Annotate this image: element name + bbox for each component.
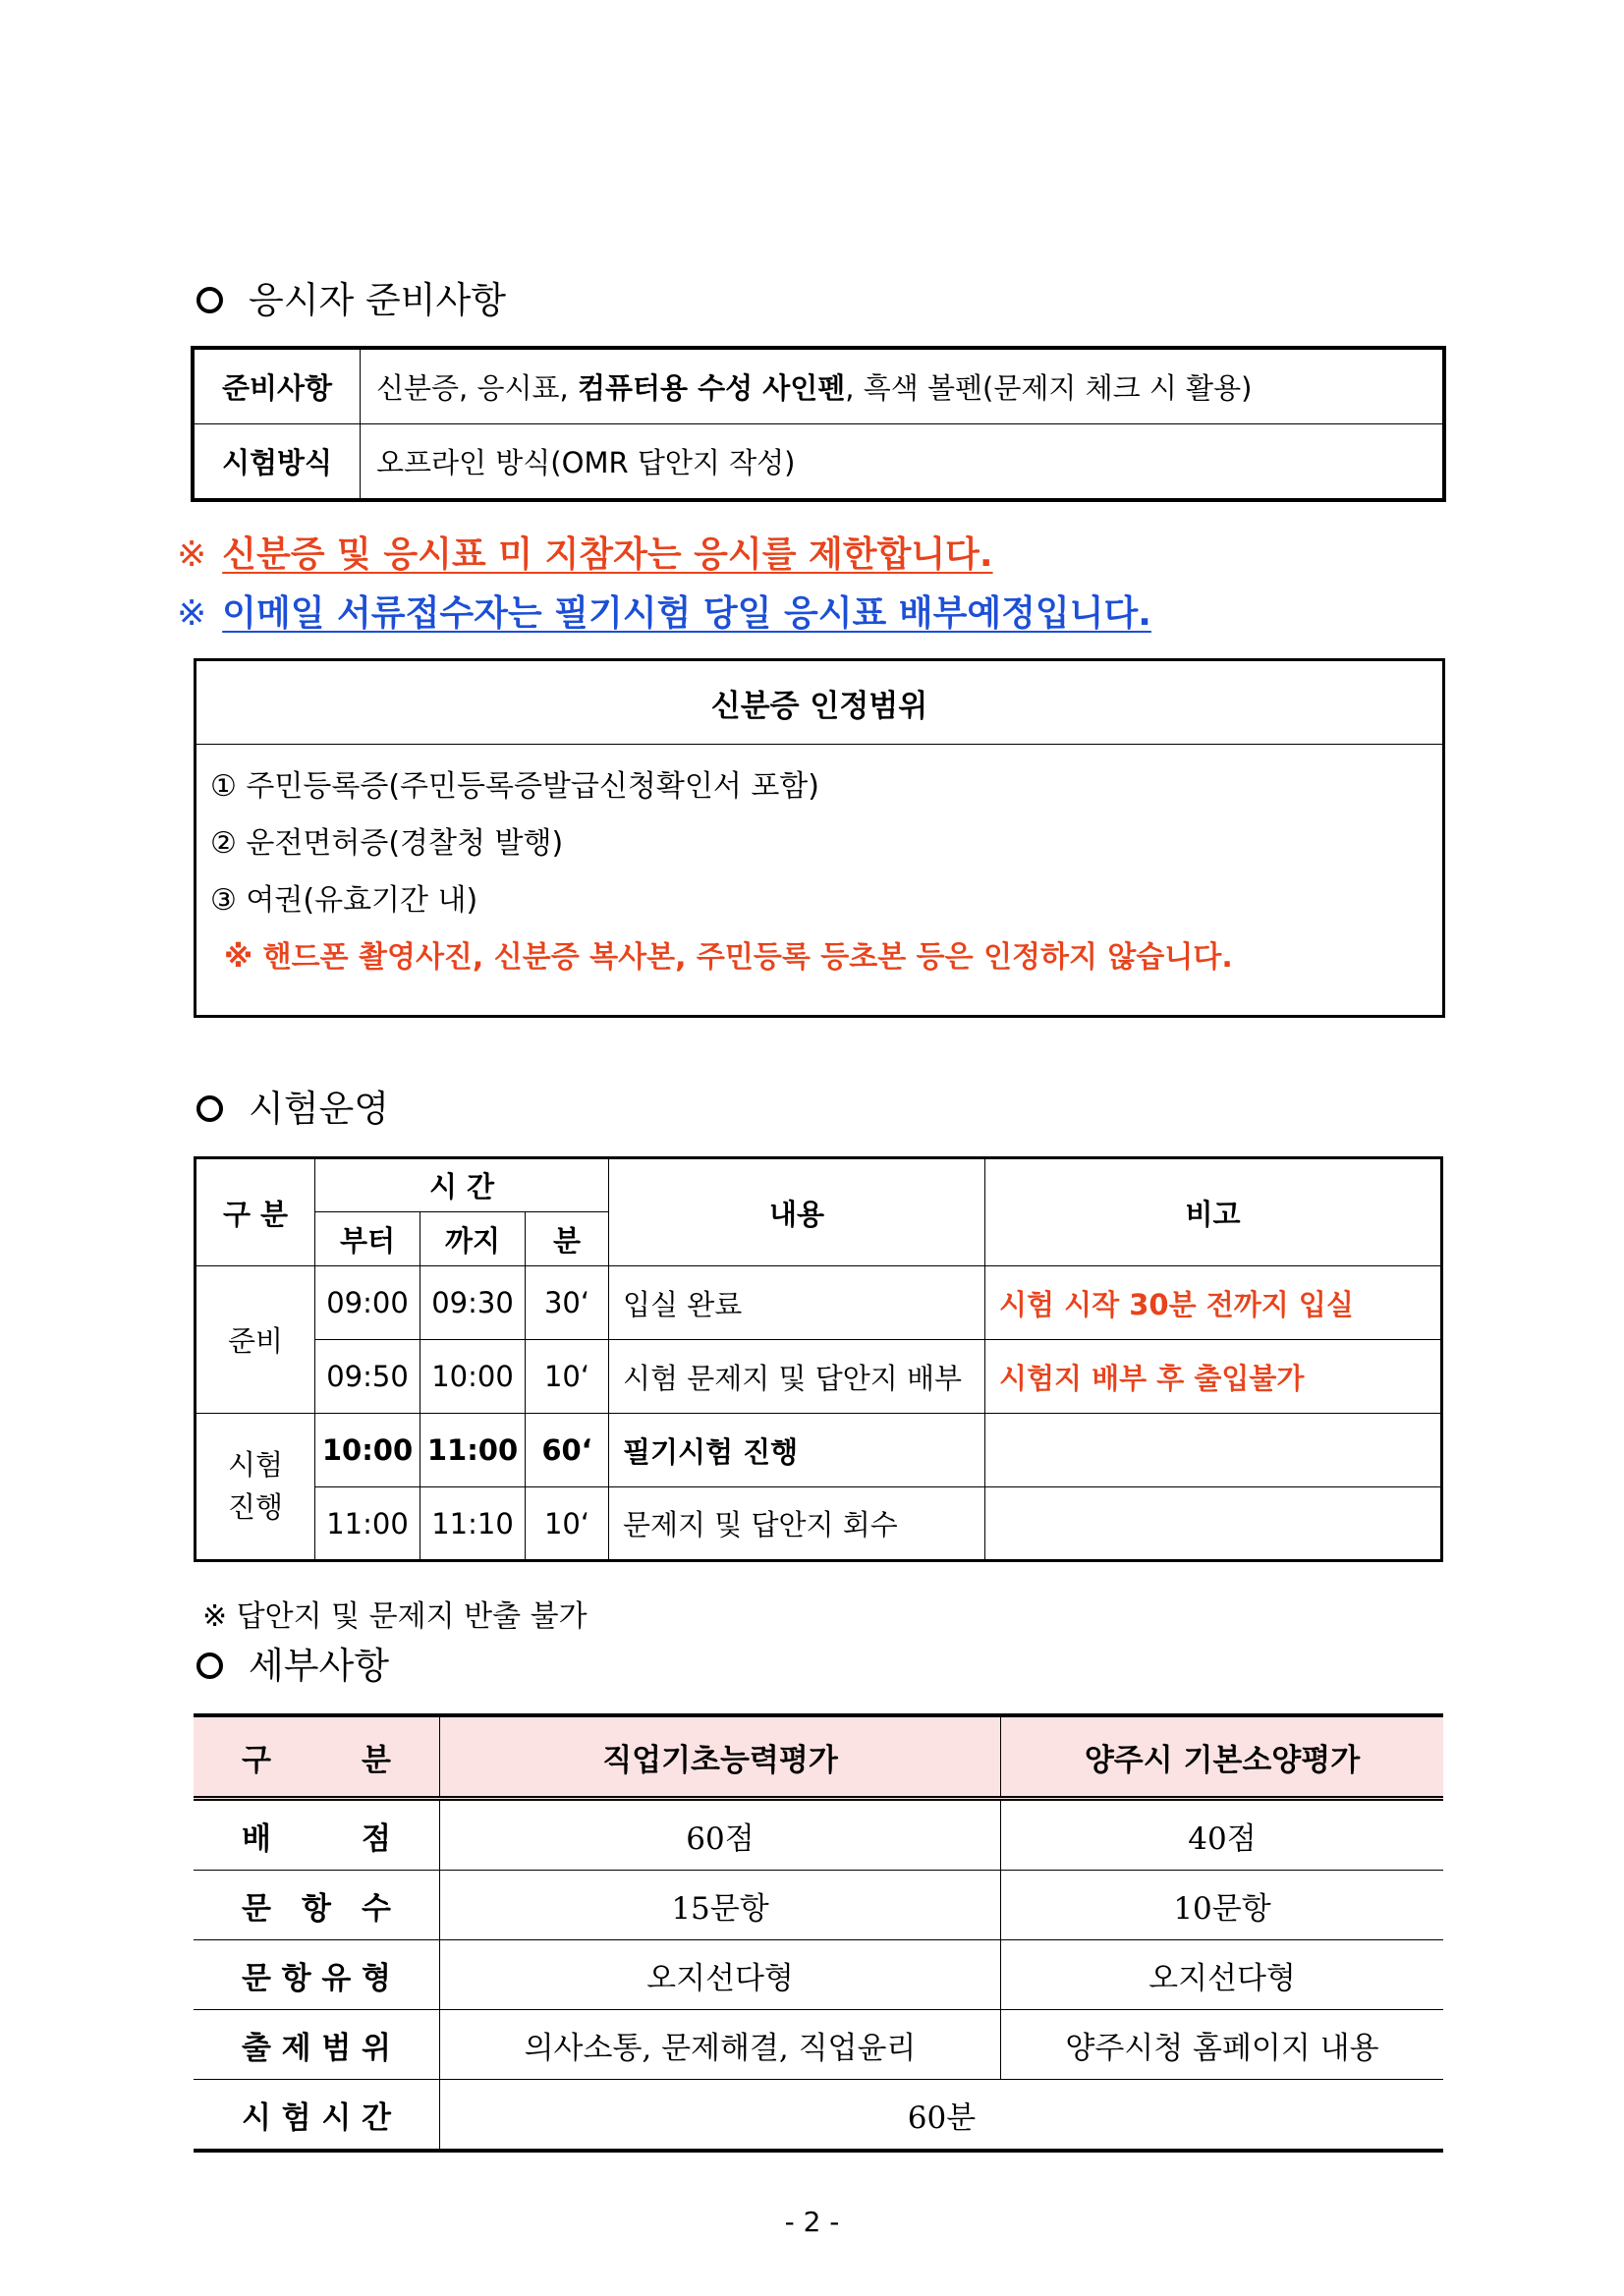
row-label: 시험방식 bbox=[193, 424, 361, 501]
cell-content: 필기시험 진행 bbox=[609, 1414, 985, 1487]
cell-from: 11:00 bbox=[315, 1487, 420, 1561]
header-category: 구 분 bbox=[196, 1158, 315, 1266]
value-text: 오프라인 방식(OMR 답안지 작성) bbox=[376, 446, 796, 479]
label-char: 배 bbox=[242, 1820, 271, 1857]
cell-a: 의사소통, 문제해결, 직업윤리 bbox=[440, 2010, 1001, 2080]
table-row bbox=[194, 1940, 1443, 2010]
table-row bbox=[193, 348, 1444, 424]
value-text: , 흑색 볼펜(문제지 체크 시 활용) bbox=[845, 371, 1253, 405]
label-char: 험 bbox=[281, 2100, 311, 2136]
label-char: 제 bbox=[281, 2030, 311, 2066]
cell-merged: 60분 bbox=[440, 2080, 1444, 2152]
cell-b: 10문항 bbox=[1001, 1871, 1444, 1940]
cell-minutes: 10‘ bbox=[526, 1340, 609, 1414]
section-title: 시험운영 bbox=[249, 1088, 389, 1130]
notice-email-ticket bbox=[177, 586, 1151, 636]
label-char: 구 bbox=[242, 1742, 271, 1778]
cell-note: 시험 시작 30분 전까지 입실 bbox=[985, 1266, 1442, 1340]
label-char: 시 bbox=[321, 2100, 352, 2136]
spread-label bbox=[195, 1814, 438, 1858]
schedule-table bbox=[194, 1156, 1443, 1562]
table-header-row bbox=[194, 1715, 1443, 1799]
label-char: 유 bbox=[321, 1960, 352, 1996]
header-to: 까지 bbox=[420, 1212, 526, 1266]
row-label: 준비사항 bbox=[193, 348, 361, 424]
label-char: 분 bbox=[362, 1742, 391, 1778]
circle-bullet-icon bbox=[196, 1652, 223, 1679]
table-header-row bbox=[196, 1158, 1442, 1212]
label-char: 출 bbox=[242, 2030, 271, 2066]
cell-from: 09:00 bbox=[315, 1266, 420, 1340]
id-scope-list bbox=[196, 745, 1442, 986]
cell-to: 09:30 bbox=[420, 1266, 526, 1340]
schedule-footnote: ※ 답안지 및 문제지 반출 불가 bbox=[202, 1599, 588, 1634]
row-key bbox=[194, 1940, 440, 2010]
details-table bbox=[194, 1713, 1443, 2153]
section-heading-preparation bbox=[196, 279, 506, 321]
label-char: 형 bbox=[362, 1960, 391, 1996]
header-minutes: 분 bbox=[526, 1212, 609, 1266]
header-time: 시 간 bbox=[315, 1158, 609, 1212]
label-char: 항 bbox=[281, 1960, 311, 1996]
table-row bbox=[196, 1266, 1442, 1340]
table-row bbox=[193, 424, 1444, 501]
cell-to: 10:00 bbox=[420, 1340, 526, 1414]
header-content: 내용 bbox=[609, 1158, 985, 1266]
cell-a: 60점 bbox=[440, 1799, 1001, 1871]
cell-content: 시험 문제지 및 답안지 배부 bbox=[609, 1340, 985, 1414]
spread-label bbox=[195, 2093, 438, 2137]
row-value bbox=[361, 424, 1445, 501]
section-title: 응시자 준비사항 bbox=[249, 279, 506, 321]
table-row bbox=[194, 1799, 1443, 1871]
label-char: 문 bbox=[242, 1890, 271, 1927]
table-row bbox=[194, 2080, 1443, 2152]
cell-a: 15문항 bbox=[440, 1871, 1001, 1940]
label-char: 문 bbox=[242, 1960, 271, 1996]
id-scope-warning: ※ 핸드폰 촬영사진, 신분증 복사본, 주민등록 등초본 등은 인정하지 않습니다. bbox=[224, 940, 1233, 975]
cell-from: 10:00 bbox=[315, 1414, 420, 1487]
header-col-b: 양주시 기본소양평가 bbox=[1001, 1715, 1444, 1799]
label-char: 시 bbox=[242, 2100, 271, 2136]
circle-bullet-icon bbox=[196, 1095, 223, 1122]
reference-mark: ※ bbox=[177, 534, 207, 575]
spread-label bbox=[195, 1735, 438, 1779]
label-char: 범 bbox=[321, 2030, 352, 2066]
cell-to: 11:10 bbox=[420, 1487, 526, 1561]
row-key bbox=[194, 1799, 440, 1871]
list-item: ② 운전면허증(경찰청 발행) bbox=[210, 826, 564, 861]
header-category bbox=[194, 1715, 440, 1799]
header-col-a: 직업기초능력평가 bbox=[440, 1715, 1001, 1799]
value-text: 신분증, 응시표, bbox=[376, 371, 578, 405]
cell-content: 입실 완료 bbox=[609, 1266, 985, 1340]
id-scope-box bbox=[194, 658, 1445, 1018]
spread-label bbox=[195, 2023, 438, 2067]
table-row bbox=[196, 1414, 1442, 1487]
cell-content: 문제지 및 답안지 회수 bbox=[609, 1487, 985, 1561]
cell-minutes: 60‘ bbox=[526, 1414, 609, 1487]
row-value bbox=[361, 348, 1445, 424]
header-from: 부터 bbox=[315, 1212, 420, 1266]
cell-note: 시험지 배부 후 출입불가 bbox=[985, 1340, 1442, 1414]
table-row bbox=[194, 2010, 1443, 2080]
id-scope-title: 신분증 인정범위 bbox=[196, 661, 1442, 745]
cell-minutes: 10‘ bbox=[526, 1487, 609, 1561]
value-text-bold: 컴퓨터용 수성 사인펜 bbox=[577, 371, 846, 405]
list-item: ① 주민등록증(주민등록증발급신청확인서 포함) bbox=[210, 769, 819, 804]
label-char: 수 bbox=[362, 1890, 391, 1927]
cell-minutes: 30‘ bbox=[526, 1266, 609, 1340]
header-note: 비고 bbox=[985, 1158, 1442, 1266]
row-key bbox=[194, 2010, 440, 2080]
notice-text: 이메일 서류접수자는 필기시험 당일 응시표 배부예정입니다. bbox=[222, 593, 1151, 634]
spread-label bbox=[195, 1953, 438, 1997]
cell-b: 40점 bbox=[1001, 1799, 1444, 1871]
cell-a: 오지선다형 bbox=[440, 1940, 1001, 2010]
circle-bullet-icon bbox=[196, 287, 223, 313]
row-key bbox=[194, 1871, 440, 1940]
cell-to: 11:00 bbox=[420, 1414, 526, 1487]
notice-id-required bbox=[177, 527, 993, 577]
spread-label bbox=[195, 1883, 438, 1928]
table-row bbox=[196, 1340, 1442, 1414]
group-label: 시험 진행 bbox=[196, 1414, 315, 1561]
cell-note bbox=[985, 1414, 1442, 1487]
reference-mark: ※ bbox=[177, 593, 207, 634]
page-number: - 2 - bbox=[784, 2206, 840, 2238]
row-key bbox=[194, 2080, 440, 2152]
label-char: 항 bbox=[302, 1890, 331, 1927]
notice-text: 신분증 및 응시표 미 지참자는 응시를 제한합니다. bbox=[222, 534, 993, 575]
cell-b: 양주시청 홈페이지 내용 bbox=[1001, 2010, 1444, 2080]
cell-from: 09:50 bbox=[315, 1340, 420, 1414]
label-char: 간 bbox=[362, 2100, 391, 2136]
section-heading-details bbox=[196, 1645, 389, 1687]
cell-note bbox=[985, 1487, 1442, 1561]
list-item: ③ 여권(유효기간 내) bbox=[210, 883, 478, 918]
table-row bbox=[196, 1487, 1442, 1561]
section-heading-exam-operation bbox=[196, 1088, 389, 1130]
preparation-table bbox=[191, 346, 1446, 502]
section-title: 세부사항 bbox=[249, 1645, 389, 1687]
table-row bbox=[194, 1871, 1443, 1940]
label-char: 점 bbox=[362, 1820, 391, 1857]
cell-b: 오지선다형 bbox=[1001, 1940, 1444, 2010]
label-char: 위 bbox=[362, 2030, 391, 2066]
group-label: 준비 bbox=[196, 1266, 315, 1414]
